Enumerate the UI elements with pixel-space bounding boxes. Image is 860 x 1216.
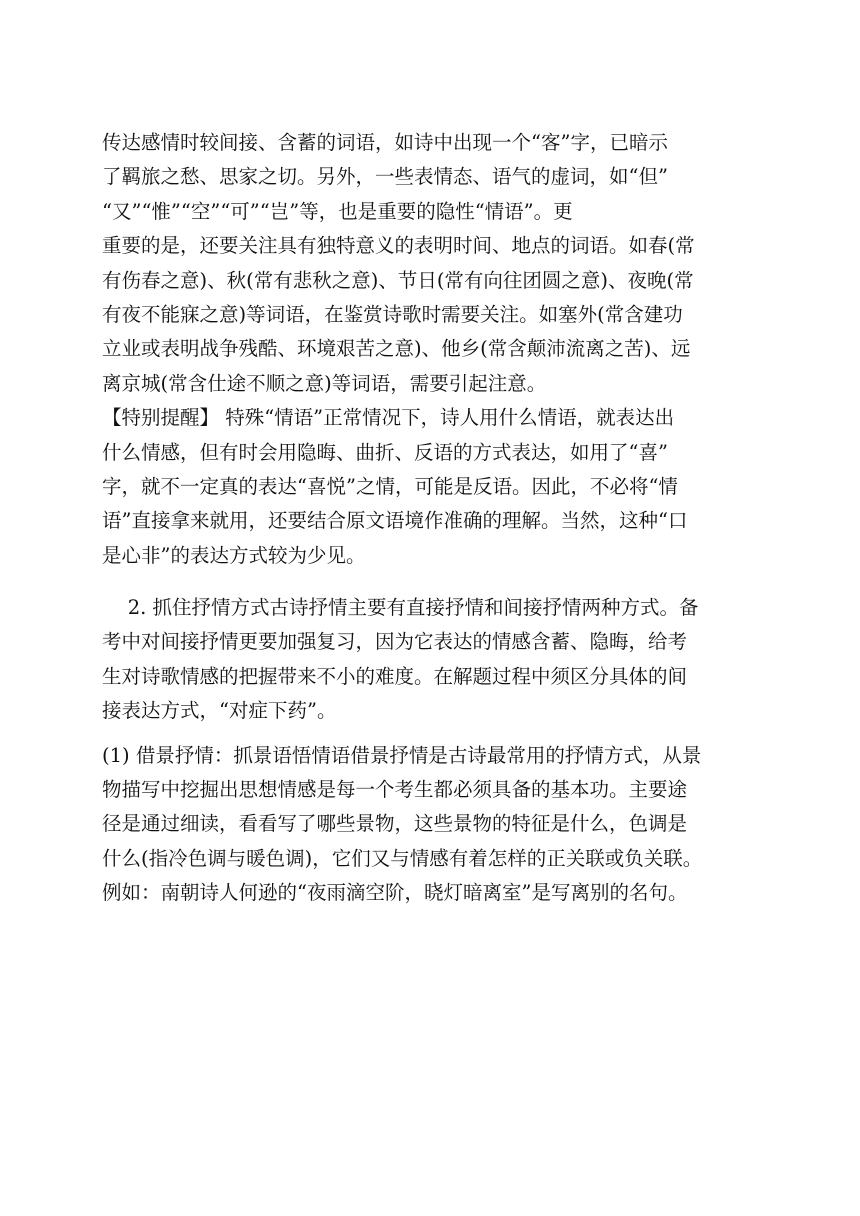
text-line: 离京城(常含仕途不顺之意)等词语，需要引起注意。 xyxy=(102,371,547,395)
text-line: 生对诗歌情感的把握带来不小的难度。在解题过程中须区分具体的间 xyxy=(102,664,688,688)
text-line: 径是通过细读，看看写了哪些景物，这些景物的特征是什么，色调是 xyxy=(102,812,688,836)
text-line: 接表达方式，“对症下药”。 xyxy=(102,699,337,723)
text-line: 有夜不能寐之意)等词语，在鉴赏诗歌时需要关注。如塞外(常含建功 xyxy=(102,302,683,326)
text-line: 有伤春之意)、秋(常有悲秋之意)、节日(常有向往团圆之意)、夜晚(常 xyxy=(102,268,694,292)
text-line: 考中对间接抒情更要加强复习，因为它表达的情感含蓄、隐晦，给考 xyxy=(102,630,688,654)
text-line: 什么(指冷色调与暖色调)，它们又与情感有着怎样的正关联或负关联。 xyxy=(102,846,703,870)
section-heading-line: 2. 抓住抒情方式古诗抒情主要有直接抒情和间接抒情两种方式。备 xyxy=(102,596,699,620)
subsection-heading-line: (1) 借景抒情：抓景语悟情语借景抒情是古诗最常用的抒情方式，从景 xyxy=(102,743,702,767)
text-line: 传达感情时较间接、含蓄的词语，如诗中出现一个“客”字，已暗示 xyxy=(102,131,668,154)
text-line: 例如：南朝诗人何逊的“夜雨滴空阶，晓灯暗离室”是写离别的名句。 xyxy=(102,881,688,905)
body-text xyxy=(102,126,762,911)
text-line: 语”直接拿来就用，还要结合原文语境作准确的理解。当然，这种“口 xyxy=(102,509,688,533)
text-line: 物描写中挖掘出思想情感是每一个考生都必须具备的基本功。主要途 xyxy=(102,778,688,802)
text-line: 字，就不一定真的表达“喜悦”之情，可能是反语。因此，不必将“情 xyxy=(102,474,678,498)
text-line: “又”“惟”“空”“可”“岂”等，也是重要的隐性“情语”。更 xyxy=(102,199,573,223)
text-line: 是心非”的表达方式较为少见。 xyxy=(102,543,366,567)
text-line: 什么情感，但有时会用隐晦、曲折、反语的方式表达，如用了“喜” xyxy=(102,440,668,464)
special-reminder-line: 【特别提醒】 特殊“情语”正常情况下，诗人用什么情语，就表达出 xyxy=(102,406,675,430)
text-line: 了羁旅之愁、思家之切。另外，一些表情态、语气的虚词，如“但” xyxy=(102,165,668,189)
text-line: 重要的是，还要关注具有独特意义的表明时间、地点的词语。如春(常 xyxy=(102,234,695,258)
text-line: 立业或表明战争残酷、环境艰苦之意)、他乡(常含颠沛流离之苦)、远 xyxy=(102,337,691,361)
